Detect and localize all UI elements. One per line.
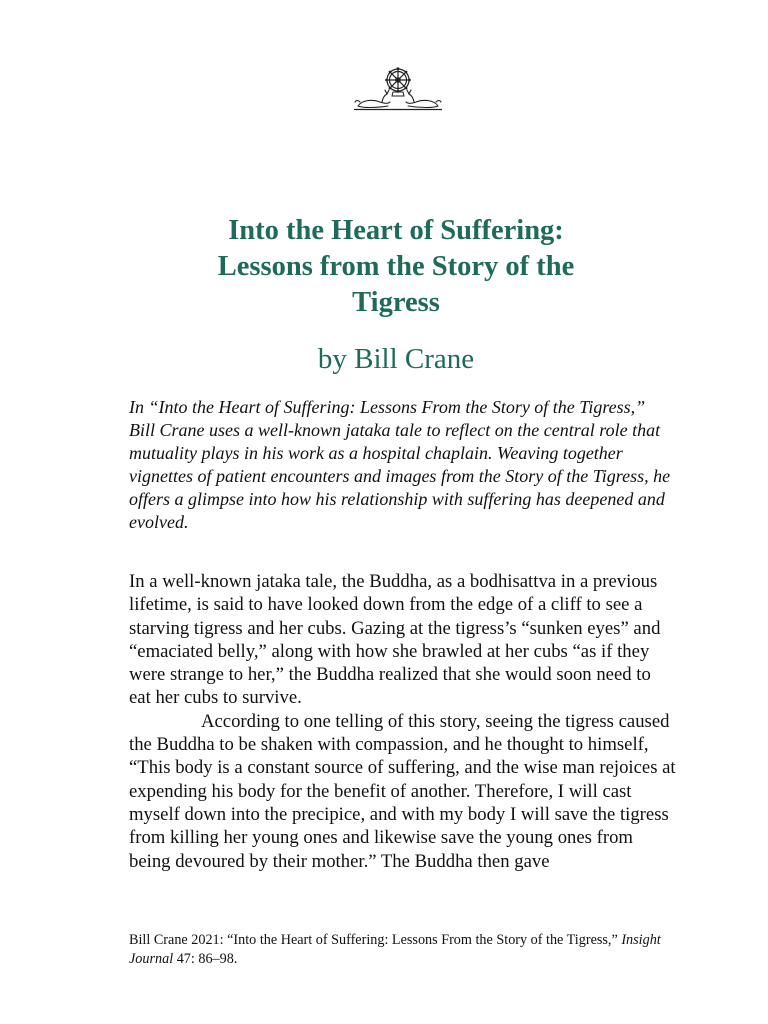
author-byline: by Bill Crane (317, 343, 475, 375)
abstract: In “Into the Heart of Suffering: Lessons From the Story of the Tigress,” Bill Crane uses a well-known jataka tale to reflect on the central role that mutuality plays in his work as a hospital chaplain. Weaving together vignettes of patient encounters and images from the Story of the Tigress, he offers a glimpse into how his relationship with suffering has deepened and evolved. (129, 397, 671, 532)
citation-suffix: 47: 86–98. (173, 951, 238, 967)
body-paragraph-2: According to one telling of this story, seeing the tigress caused the Buddha to be shaken with compassion, and he thought to himself, “This body is a constant source of suffering, and the wise man rejoices at expending his body for the benefit of another. Therefore, I will cast myself down into the precipice, and with my body I will save the tigress from killing her young ones and likewise save the young ones from being devoured by their mother.” The Buddha then gave (129, 710, 676, 872)
title-line-1: Into the Heart of Suffering: (228, 215, 564, 246)
title-line-2: Lessons from the Story of the (217, 251, 575, 282)
citation-footer (129, 931, 677, 969)
citation-prefix: Bill Crane 2021: “Into the Heart of Suffering: Lessons From the Story of the Tigress,” (129, 932, 622, 948)
citation-journal: Insight Journal (129, 932, 661, 967)
body-paragraph-1: In a well-known jataka tale, the Buddha, as a bodhisattva in a previous lifetime, is said to have looked down from the edge of a cliff to see a starving tigress and her cubs. Gazing at the tigress’s “sunken eyes” and “emaciated belly,” along with how she brawled at her cubs “as if they were strange to her,” the Buddha realized that she would soon need to eat her cubs to survive. (129, 571, 661, 709)
title-line-3: Tigress (352, 287, 440, 318)
dharma-wheel-deer-emblem-icon (352, 66, 444, 112)
body-text (129, 570, 677, 873)
article-title (90, 213, 702, 321)
